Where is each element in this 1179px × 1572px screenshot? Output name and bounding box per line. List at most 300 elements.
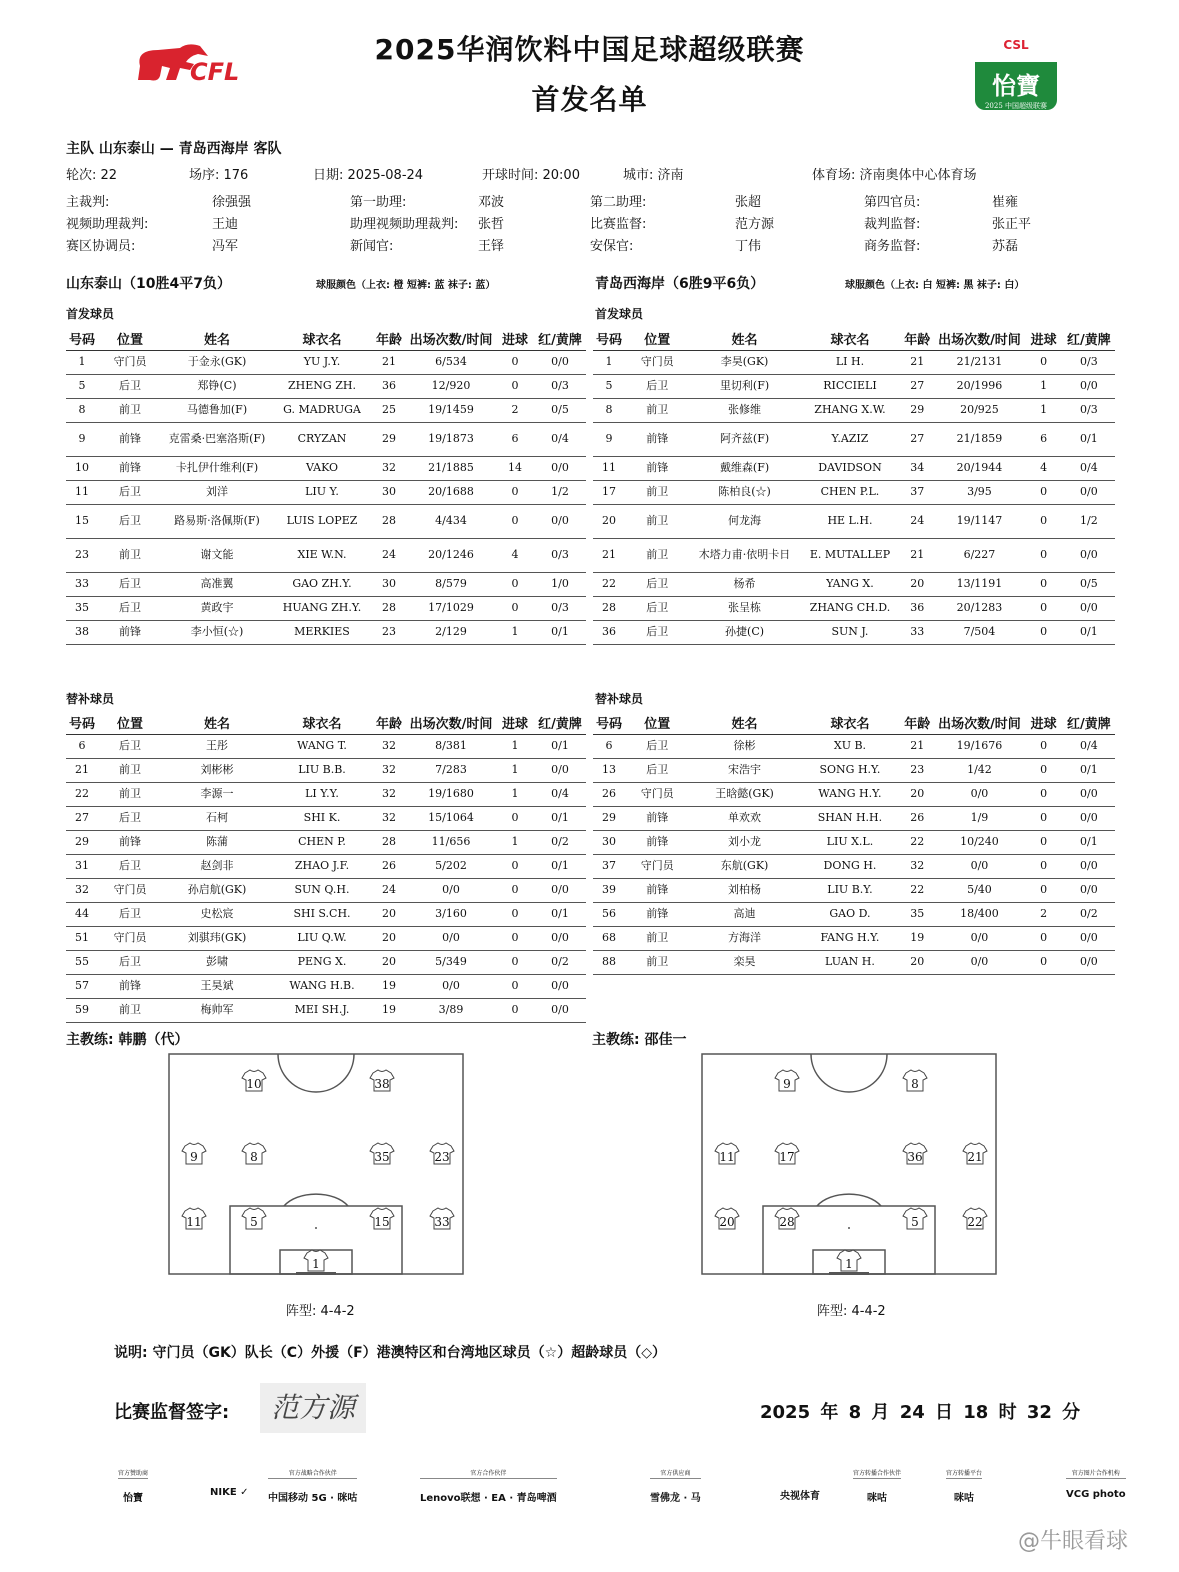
table-row (66, 758, 586, 782)
table-cell: 孙启航(GK) (162, 878, 272, 902)
table-cell: 8/381 (406, 734, 496, 758)
table-cell: 0/3 (1063, 350, 1115, 374)
away-starters-label: 首发球员 (595, 307, 644, 321)
table-cell: 19/1676 (934, 734, 1024, 758)
table-cell: 0/4 (534, 422, 586, 456)
home-team-record: 山东泰山（10胜4平7负） (66, 276, 231, 292)
official-role: 第一助理: (350, 195, 407, 210)
table-cell: 21 (900, 538, 934, 572)
sign-time: 2025 年 8 月 24 日 18 时 32 分 (760, 1402, 1081, 1423)
table-cell: 0/0 (1063, 950, 1115, 974)
sponsor-name: 咪咕 (954, 1493, 974, 1504)
table-cell: 29 (593, 806, 625, 830)
penalty-arc (817, 1194, 881, 1206)
column-header: 位置 (98, 712, 162, 734)
table-cell: 29 (372, 422, 406, 456)
official-name: 邓波 (478, 195, 505, 210)
table-cell: 0/0 (534, 504, 586, 538)
table-cell: 0/0 (1063, 854, 1115, 878)
table-cell: 前锋 (625, 878, 689, 902)
table-cell: 0/1 (534, 620, 586, 644)
table-cell: 9 (66, 422, 98, 456)
table-row (66, 504, 586, 538)
player-shirt (903, 1143, 927, 1164)
table-cell: 后卫 (625, 620, 689, 644)
table-cell: 0 (496, 974, 534, 998)
table-cell: 28 (372, 504, 406, 538)
table-cell: 0 (496, 998, 534, 1022)
table-cell: 9 (593, 422, 625, 456)
sponsor-name: 怡寶 (123, 1493, 143, 1504)
table-row (66, 782, 586, 806)
table-cell: 8 (66, 398, 98, 422)
table-cell: 20/1246 (406, 538, 496, 572)
table-cell: ZHANG CH.D. (800, 596, 900, 620)
official-name: 王铎 (478, 239, 505, 254)
table-cell: 0/0 (534, 456, 586, 480)
table-cell: 0/0 (1063, 806, 1115, 830)
table-cell: 前卫 (625, 950, 689, 974)
table-cell: LIU Q.W. (272, 926, 372, 950)
table-cell: 单欢欢 (689, 806, 799, 830)
table-cell: 0/5 (1063, 572, 1115, 596)
official-role: 视频助理裁判: (66, 217, 149, 232)
table-row (593, 572, 1115, 596)
sponsor-caption: 官方供应商 (650, 1468, 701, 1479)
table-cell: 2/129 (406, 620, 496, 644)
table-cell: 谢文能 (162, 538, 272, 572)
table-cell: 0 (1025, 538, 1063, 572)
table-cell: 石柯 (162, 806, 272, 830)
table-cell: SHAN H.H. (800, 806, 900, 830)
column-header: 进球 (496, 712, 534, 734)
table-cell: 于金永(GK) (162, 350, 272, 374)
player-shirt (370, 1070, 394, 1091)
table-cell: XIE W.N. (272, 538, 372, 572)
table-cell: G. MADRUGA (272, 398, 372, 422)
sponsor-logo (946, 1468, 982, 1504)
table-row (593, 596, 1115, 620)
table-cell: 0 (1025, 758, 1063, 782)
table-cell: 0/0 (406, 974, 496, 998)
table-cell: 0/0 (1063, 782, 1115, 806)
table-row (66, 926, 586, 950)
table-cell: 11/656 (406, 830, 496, 854)
table-cell: 后卫 (98, 572, 162, 596)
table-cell: 0/0 (1063, 878, 1115, 902)
table-row (66, 830, 586, 854)
table-cell: 史松宸 (162, 902, 272, 926)
sponsor-name: 雪佛龙 · 马 (650, 1493, 701, 1504)
shirt-number: 33 (434, 1215, 450, 1229)
table-row (593, 854, 1115, 878)
table-cell: 6 (593, 734, 625, 758)
match-info-item: 轮次: 22 (66, 168, 118, 183)
table-cell: ZHENG ZH. (272, 374, 372, 398)
table-cell: 28 (372, 596, 406, 620)
sponsor-logo (210, 1468, 249, 1498)
shirt-number: 5 (250, 1215, 258, 1229)
shirt-number: 36 (907, 1150, 923, 1164)
table-row (593, 878, 1115, 902)
table-cell: E. MUTALLEP (800, 538, 900, 572)
table-cell: 后卫 (98, 902, 162, 926)
table-cell: 前卫 (625, 504, 689, 538)
table-cell: 0 (1025, 830, 1063, 854)
table-cell: 0/0 (534, 350, 586, 374)
table-cell: 后卫 (98, 374, 162, 398)
table-row (66, 422, 586, 456)
table-cell: 前锋 (98, 974, 162, 998)
table-cell: 5/202 (406, 854, 496, 878)
official-name: 徐强强 (212, 195, 252, 210)
table-cell: 20 (900, 572, 934, 596)
official-role: 商务监督: (864, 239, 921, 254)
table-cell: 0 (1025, 480, 1063, 504)
home-formation-pitch (168, 1053, 464, 1275)
table-cell: LUAN H. (800, 950, 900, 974)
table-cell: 0 (496, 596, 534, 620)
sponsor-logo (650, 1468, 701, 1504)
matchup: 主队 山东泰山 — 青岛西海岸 客队 (66, 141, 282, 157)
shirt-number: 1 (312, 1257, 320, 1271)
table-cell: 31 (66, 854, 98, 878)
table-cell: WANG T. (272, 734, 372, 758)
table-cell: 0/2 (534, 950, 586, 974)
table-cell: 张修维 (689, 398, 799, 422)
table-cell: 陈柏良(☆) (689, 480, 799, 504)
official-role: 第四官员: (864, 195, 921, 210)
table-cell: 32 (372, 806, 406, 830)
table-cell: 26 (372, 854, 406, 878)
table-cell: 19/1680 (406, 782, 496, 806)
table-cell: 王彤 (162, 734, 272, 758)
match-info-item: 开球时间: 20:00 (482, 168, 580, 183)
column-header: 姓名 (162, 712, 272, 734)
table-cell: LIU B.Y. (800, 878, 900, 902)
table-cell: 王晗懿(GK) (689, 782, 799, 806)
shirt-number: 11 (186, 1215, 202, 1229)
away-subs-label: 替补球员 (595, 692, 644, 706)
table-cell: 32 (372, 734, 406, 758)
table-cell: 刘骐玮(GK) (162, 926, 272, 950)
center-circle-arc (278, 1054, 354, 1092)
table-cell: 11 (66, 480, 98, 504)
table-cell: 36 (593, 620, 625, 644)
table-row (66, 734, 586, 758)
column-header: 红/黄牌 (1063, 328, 1115, 350)
column-header: 年龄 (900, 712, 934, 734)
player-shirt (715, 1143, 739, 1164)
table-row (593, 782, 1115, 806)
shirt-number: 15 (374, 1215, 390, 1229)
table-cell: 20/1996 (934, 374, 1024, 398)
table-row (593, 902, 1115, 926)
table-cell: 0/3 (534, 596, 586, 620)
column-header: 红/黄牌 (534, 712, 586, 734)
player-shirt (963, 1143, 987, 1164)
table-cell: 李小恒(☆) (162, 620, 272, 644)
table-row (66, 350, 586, 374)
table-cell: 4 (496, 538, 534, 572)
table-cell: 20 (372, 926, 406, 950)
table-cell: 27 (66, 806, 98, 830)
table-cell: 14 (496, 456, 534, 480)
table-cell: 21 (900, 350, 934, 374)
column-header: 出场次数/时间 (406, 328, 496, 350)
table-cell: LIU Y. (272, 480, 372, 504)
official-role: 比赛监督: (590, 217, 647, 232)
table-cell: 0/0 (406, 878, 496, 902)
table-cell: 前卫 (625, 538, 689, 572)
sponsor-name: VCG photo (1066, 1489, 1126, 1500)
table-cell: 0 (496, 480, 534, 504)
table-cell: 0/4 (534, 782, 586, 806)
table-cell: 后卫 (98, 806, 162, 830)
official-role: 安保官: (590, 239, 634, 254)
table-cell: ZHAO J.F. (272, 854, 372, 878)
column-header: 位置 (625, 712, 689, 734)
table-cell: Y.AZIZ (800, 422, 900, 456)
table-cell: 0/0 (534, 926, 586, 950)
official-name: 丁伟 (735, 239, 762, 254)
table-cell: 0/0 (1063, 480, 1115, 504)
home-starters-table (66, 328, 586, 645)
table-cell: RICCIELI (800, 374, 900, 398)
table-cell: 37 (593, 854, 625, 878)
shirt-number: 11 (719, 1150, 735, 1164)
table-cell: 阿齐兹(F) (689, 422, 799, 456)
table-cell: DONG H. (800, 854, 900, 878)
table-row (593, 926, 1115, 950)
table-cell: 17 (593, 480, 625, 504)
table-cell: 12/920 (406, 374, 496, 398)
table-cell: LI H. (800, 350, 900, 374)
table-cell: LIU B.B. (272, 758, 372, 782)
sponsor-logo (853, 1468, 901, 1504)
official-name: 冯军 (212, 239, 239, 254)
table-cell: 1 (593, 350, 625, 374)
player-shirt (370, 1143, 394, 1164)
table-row (66, 998, 586, 1022)
goal-line-mark (829, 1272, 869, 1275)
table-cell: 0/5 (534, 398, 586, 422)
official-role: 第二助理: (590, 195, 647, 210)
table-cell: LUIS LOPEZ (272, 504, 372, 538)
table-cell: 0/1 (1063, 620, 1115, 644)
table-cell: 30 (372, 572, 406, 596)
penalty-spot (848, 1227, 850, 1229)
table-cell: CHEN P.L. (800, 480, 900, 504)
table-row (593, 830, 1115, 854)
table-cell: 卡扎伊什维利(F) (162, 456, 272, 480)
table-cell: 1 (496, 734, 534, 758)
table-cell: ZHANG X.W. (800, 398, 900, 422)
shirt-number: 22 (967, 1215, 983, 1229)
table-cell: 0 (496, 504, 534, 538)
table-cell: 3/89 (406, 998, 496, 1022)
table-row (66, 878, 586, 902)
table-cell: SUN J. (800, 620, 900, 644)
table-cell: 55 (66, 950, 98, 974)
table-cell: 黄政宇 (162, 596, 272, 620)
table-cell: 0/0 (1063, 374, 1115, 398)
table-cell: 3/95 (934, 480, 1024, 504)
table-cell: 后卫 (625, 374, 689, 398)
table-cell: 21 (593, 538, 625, 572)
player-shirt (903, 1208, 927, 1229)
away-team-record: 青岛西海岸（6胜9平6负） (595, 276, 765, 292)
table-cell: 前锋 (625, 806, 689, 830)
table-cell: YU J.Y. (272, 350, 372, 374)
table-cell: 守门员 (625, 350, 689, 374)
official-name: 张超 (735, 195, 762, 210)
table-cell: 刘小龙 (689, 830, 799, 854)
column-header: 球衣名 (272, 328, 372, 350)
table-cell: 前卫 (98, 398, 162, 422)
table-cell: 前卫 (98, 538, 162, 572)
table-cell: 0 (496, 878, 534, 902)
column-header: 位置 (625, 328, 689, 350)
column-header: 红/黄牌 (534, 328, 586, 350)
official-name: 张哲 (478, 217, 505, 232)
column-header: 号码 (66, 328, 98, 350)
table-cell: 前卫 (98, 782, 162, 806)
table-cell: 8/579 (406, 572, 496, 596)
table-cell: 5/349 (406, 950, 496, 974)
match-info-item: 城市: 济南 (623, 168, 684, 183)
table-cell: 守门员 (625, 782, 689, 806)
shirt-number: 21 (967, 1150, 983, 1164)
sponsor-name: 中国移动 5G · 咪咕 (268, 1493, 358, 1504)
table-cell: 20 (372, 950, 406, 974)
table-row (66, 374, 586, 398)
table-cell: 克雷桑·巴塞洛斯(F) (162, 422, 272, 456)
table-cell: 30 (372, 480, 406, 504)
table-row (66, 806, 586, 830)
table-cell: 高迪 (689, 902, 799, 926)
sponsor-logo (420, 1468, 557, 1504)
table-cell: 7/283 (406, 758, 496, 782)
player-shirt (182, 1143, 206, 1164)
table-cell: 21 (900, 734, 934, 758)
table-cell: 0/0 (934, 782, 1024, 806)
table-cell: 35 (66, 596, 98, 620)
player-shirt (242, 1143, 266, 1164)
table-cell: 32 (900, 854, 934, 878)
table-cell: 19/1873 (406, 422, 496, 456)
table-cell: 21 (372, 350, 406, 374)
table-cell: WANG H.Y. (800, 782, 900, 806)
table-cell: 19 (900, 926, 934, 950)
table-cell: 1/2 (1063, 504, 1115, 538)
table-cell: 0/0 (1063, 596, 1115, 620)
table-cell: 1 (496, 758, 534, 782)
table-cell: 后卫 (625, 596, 689, 620)
table-cell: 1 (1025, 374, 1063, 398)
table-cell: 27 (900, 422, 934, 456)
table-cell: 0 (1025, 782, 1063, 806)
table-cell: 刘彬彬 (162, 758, 272, 782)
table-cell: 孙捷(C) (689, 620, 799, 644)
away-subs-table (593, 712, 1115, 975)
pitch-boundary (169, 1054, 463, 1274)
table-cell: 20/1688 (406, 480, 496, 504)
table-cell: 33 (66, 572, 98, 596)
table-cell: 李源一 (162, 782, 272, 806)
table-cell: DAVIDSON (800, 456, 900, 480)
sponsor-caption: 官方合作伙伴 (420, 1468, 557, 1479)
table-cell: 4/434 (406, 504, 496, 538)
table-row (593, 734, 1115, 758)
table-cell: HUANG ZH.Y. (272, 596, 372, 620)
table-cell: 19 (372, 974, 406, 998)
table-cell: 后卫 (98, 596, 162, 620)
table-cell: 0/0 (534, 758, 586, 782)
table-cell: 33 (900, 620, 934, 644)
sponsor-name: 央视体育 (780, 1491, 820, 1502)
table-cell: YANG X. (800, 572, 900, 596)
table-cell: 39 (593, 878, 625, 902)
pitch-boundary (702, 1054, 996, 1274)
table-cell: 32 (372, 782, 406, 806)
table-cell: 0/0 (1063, 926, 1115, 950)
table-cell: 方海洋 (689, 926, 799, 950)
table-cell: 28 (593, 596, 625, 620)
table-cell: 前锋 (625, 830, 689, 854)
table-row (593, 422, 1115, 456)
table-cell: 13/1191 (934, 572, 1024, 596)
table-row (593, 398, 1115, 422)
table-cell: 0/0 (934, 926, 1024, 950)
table-row (593, 480, 1115, 504)
table-cell: 1/2 (534, 480, 586, 504)
table-cell: 0 (496, 806, 534, 830)
table-cell: 0 (1025, 620, 1063, 644)
table-cell: 0/4 (1063, 734, 1115, 758)
home-subs-table (66, 712, 586, 1023)
table-cell: 0 (496, 854, 534, 878)
table-cell: 22 (66, 782, 98, 806)
shirt-number: 8 (250, 1150, 258, 1164)
column-header: 红/黄牌 (1063, 712, 1115, 734)
column-header: 号码 (66, 712, 98, 734)
away-kit-colors: 球服颜色（上衣: 白 短裤: 黑 袜子: 白） (845, 280, 1025, 291)
center-circle-arc (811, 1054, 887, 1092)
table-cell: 0 (1025, 572, 1063, 596)
table-cell: 68 (593, 926, 625, 950)
table-cell: 何龙海 (689, 504, 799, 538)
table-cell: 路易斯·洛佩斯(F) (162, 504, 272, 538)
official-role: 赛区协调员: (66, 239, 136, 254)
table-row (66, 902, 586, 926)
table-cell: 0/0 (1063, 538, 1115, 572)
table-cell: 刘洋 (162, 480, 272, 504)
table-cell: 32 (372, 456, 406, 480)
table-cell: 戴维森(F) (689, 456, 799, 480)
table-cell: 27 (900, 374, 934, 398)
table-cell: 34 (900, 456, 934, 480)
table-cell: 0 (496, 374, 534, 398)
table-row (66, 398, 586, 422)
table-row (66, 620, 586, 644)
table-cell: 高准翼 (162, 572, 272, 596)
shirt-number: 35 (374, 1150, 390, 1164)
table-cell: 宋浩宇 (689, 758, 799, 782)
table-cell: 21/1885 (406, 456, 496, 480)
table-cell: 26 (900, 806, 934, 830)
table-cell: 徐彬 (689, 734, 799, 758)
